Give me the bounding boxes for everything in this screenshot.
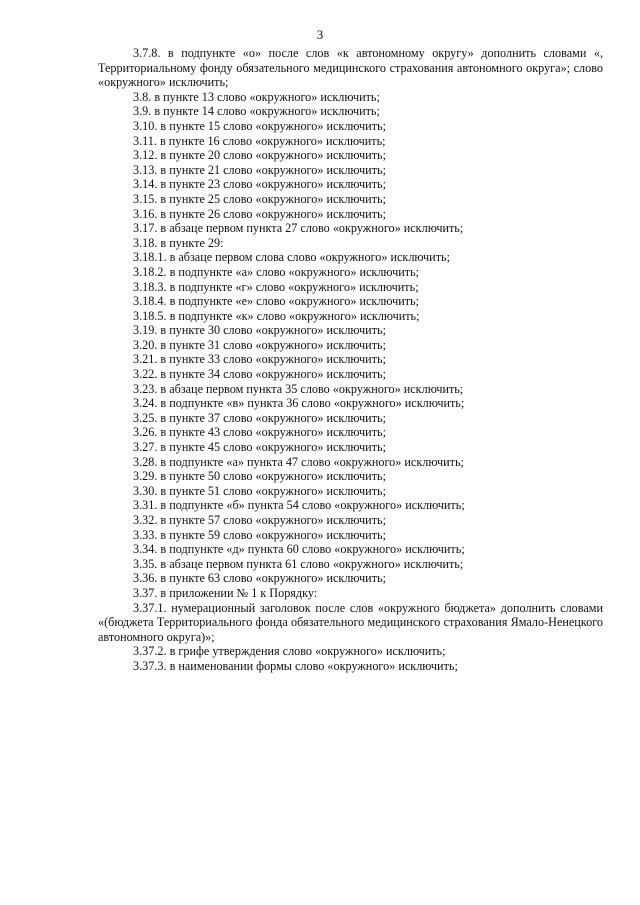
document-line: 3.33. в пункте 59 слово «окружного» исключить; bbox=[133, 527, 386, 542]
document-line: 3.18.1. в абзаце первом слова слово «окружного» исключить; bbox=[133, 250, 450, 265]
document-line: 3.30. в пункте 51 слово «окружного» исключить; bbox=[133, 483, 386, 498]
document-line: 3.22. в пункте 34 слово «окружного» исключить; bbox=[133, 367, 386, 382]
document-line: 3.8. в пункте 13 слово «окружного» исключить; bbox=[133, 89, 380, 104]
document-line: 3.20. в пункте 31 слово «окружного» исключить; bbox=[133, 337, 386, 352]
document-line: 3.18.3. в подпункте «г» слово «окружного» исключить; bbox=[133, 279, 419, 294]
document-paragraph: 3.37.1. нумерационный заголовок после слов «окружного бюджета» дополнить словами «(бюджета Территориального фонда обязательного медицинского страхования Ямало-Ненецкого автономного округа)»; bbox=[98, 600, 603, 644]
document-line: 3.9. в пункте 14 слово «окружного» исключить; bbox=[133, 104, 380, 119]
document-line: 3.12. в пункте 20 слово «окружного» исключить; bbox=[133, 148, 386, 163]
document-line: 3.10. в пункте 15 слово «окружного» исключить; bbox=[133, 118, 386, 133]
document-line: 3.14. в пункте 23 слово «окружного» исключить; bbox=[133, 177, 386, 192]
document-line: 3.21. в пункте 33 слово «окружного» исключить; bbox=[133, 352, 386, 367]
document-line: 3.18.4. в подпункте «е» слово «окружного» исключить; bbox=[133, 294, 419, 309]
document-line: 3.24. в подпункте «в» пункта 36 слово «окружного» исключить; bbox=[133, 396, 465, 411]
document-line: 3.17. в абзаце первом пункта 27 слово «окружного» исключить; bbox=[133, 221, 464, 236]
document-line: 3.37.3. в наименовании формы слово «окружного» исключить; bbox=[133, 658, 458, 673]
document-line: 3.16. в пункте 26 слово «окружного» исключить; bbox=[133, 206, 386, 221]
document-body bbox=[98, 46, 603, 674]
document-line: 3.28. в подпункте «а» пункта 47 слово «окружного» исключить; bbox=[133, 454, 464, 469]
document-line: 3.18.2. в подпункте «а» слово «окружного» исключить; bbox=[133, 264, 419, 279]
document-line: 3.31. в подпункте «б» пункта 54 слово «окружного» исключить; bbox=[133, 498, 465, 513]
document-line: 3.37. в приложении № 1 к Порядку: bbox=[133, 585, 318, 600]
document-line: 3.15. в пункте 25 слово «окружного» исключить; bbox=[133, 191, 386, 206]
document-line: 3.37.2. в грифе утверждения слово «окружного» исключить; bbox=[133, 644, 446, 659]
document-line: 3.19. в пункте 30 слово «окружного» исключить; bbox=[133, 323, 386, 338]
document-line: 3.35. в абзаце первом пункта 61 слово «окружного» исключить; bbox=[133, 556, 464, 571]
document-line: 3.18. в пункте 29: bbox=[133, 235, 224, 250]
page-number: 3 bbox=[316, 27, 324, 42]
document-line: 3.11. в пункте 16 слово «окружного» исключить; bbox=[133, 133, 386, 148]
document-line: 3.18.5. в подпункте «к» слово «окружного» исключить; bbox=[133, 308, 420, 323]
document-line: 3.27. в пункте 45 слово «окружного» исключить; bbox=[133, 440, 386, 455]
document-paragraph: 3.7.8. в подпункте «о» после слов «к автономному округу» дополнить словами «, Территориальному фонду обязательного медицинского страхования автономного округа»; слово «окружного» исключить; bbox=[98, 46, 603, 90]
document-line: 3.34. в подпункте «д» пункта 60 слово «окружного» исключить; bbox=[133, 542, 465, 557]
document-line: 3.25. в пункте 37 слово «окружного» исключить; bbox=[133, 410, 386, 425]
document-line: 3.32. в пункте 57 слово «окружного» исключить; bbox=[133, 513, 386, 527]
document-line: 3.23. в абзаце первом пункта 35 слово «окружного» исключить; bbox=[133, 381, 464, 396]
document-line: 3.26. в пункте 43 слово «окружного» исключить; bbox=[133, 425, 386, 440]
document-line: 3.29. в пункте 50 слово «окружного» исключить; bbox=[133, 469, 386, 484]
document-line: 3.36. в пункте 63 слово «окружного» исключить; bbox=[133, 571, 386, 586]
document-line: 3.13. в пункте 21 слово «окружного» исключить; bbox=[133, 162, 386, 177]
